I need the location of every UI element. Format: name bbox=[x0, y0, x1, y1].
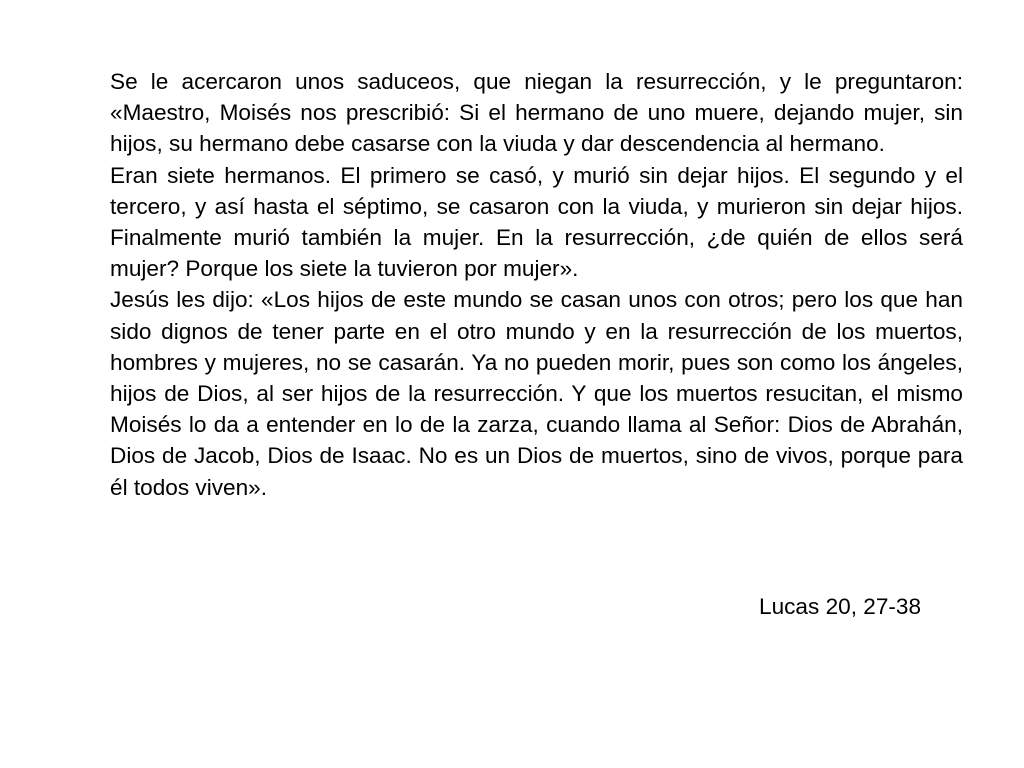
paragraph-seven-brothers: Eran siete hermanos. El primero se casó, y murió sin dejar hijos. El segundo y el tercero, y así hasta el séptimo, se casaron con la viuda, y murieron sin dejar hijos. Finalmente murió también la mujer. En la resurrección, ¿de quién de ellos será mujer? Porque los siete la tuvieron por mujer». bbox=[110, 162, 963, 282]
paragraph-sadducees-question: Se le acercaron unos saduceos, que niegan la resurrección, y le preguntaron: «Maestro, Moisés nos prescribió: Si el hermano de uno muere, dejando mujer, sin hijos, su hermano debe casarse con la viuda y dar descendencia al hermano. bbox=[110, 69, 963, 157]
gospel-passage bbox=[110, 66, 963, 503]
paragraph-jesus-answer: Jesús les dijo: «Los hijos de este mundo se casan unos con otros; pero los que han sido dignos de tener parte en el otro mundo y en la resurrección de los muertos, hombres y mujeres, no se casarán. Ya no pueden morir, pues son como los ángeles, hijos de Dios, al ser hijos de la resurrección. Y que los muertos resucitan, el mismo Moisés lo da a entender en lo de la zarza, cuando llama al Señor: Dios de Abrahán, Dios de Jacob, Dios de Isaac. No es un Dios de muertos, sino de vivos, porque para él todos viven». bbox=[110, 287, 963, 500]
scripture-citation: Lucas 20, 27-38 bbox=[759, 594, 922, 619]
